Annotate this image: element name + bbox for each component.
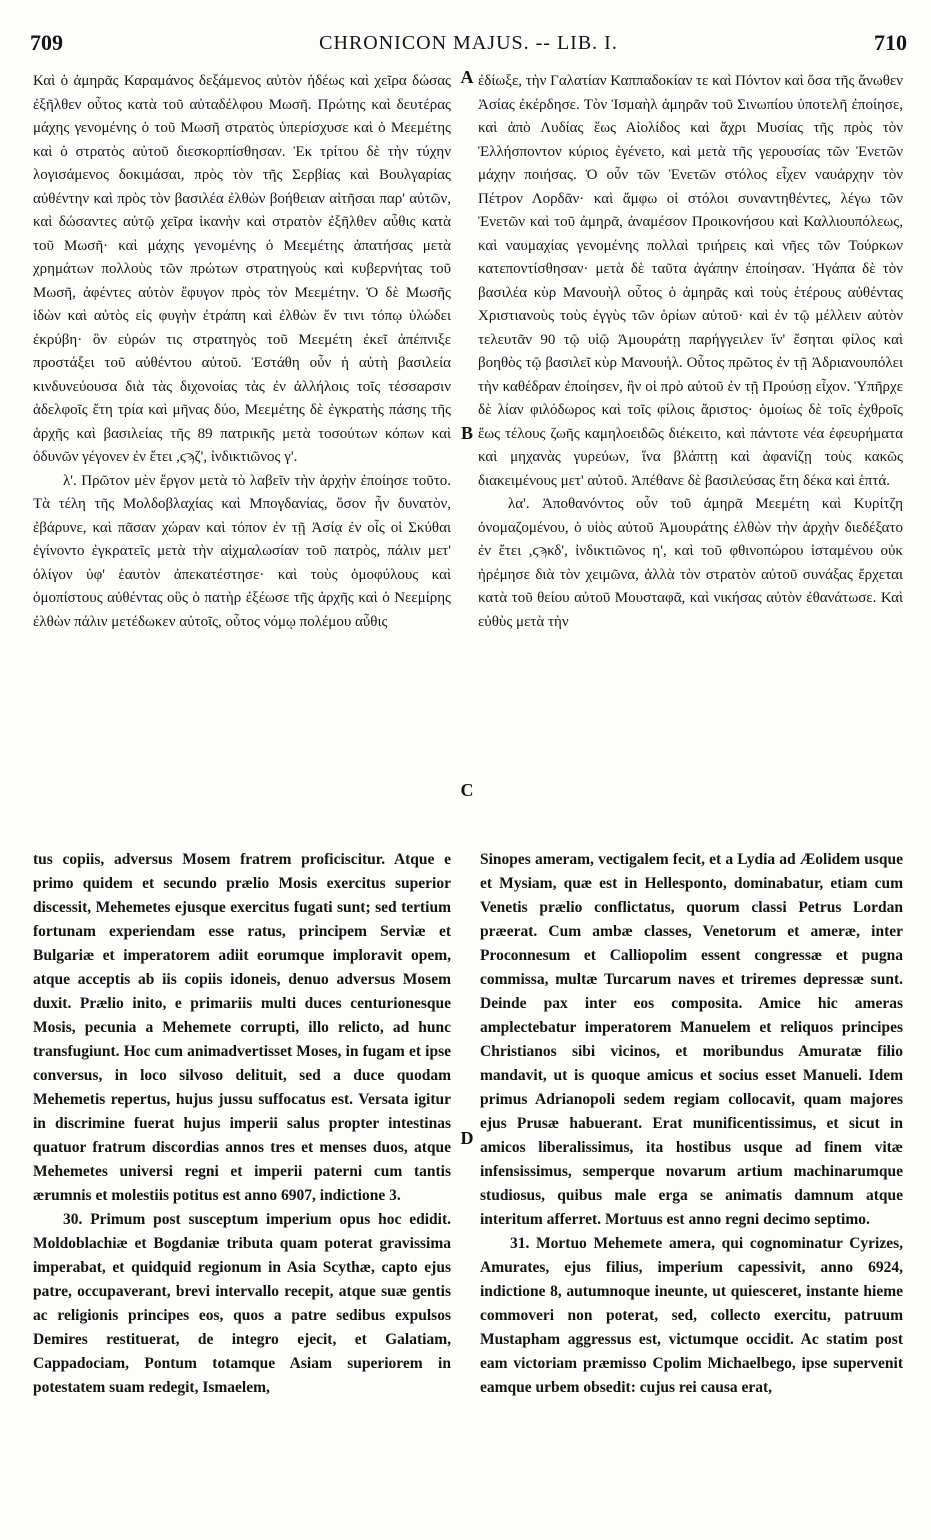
margin-section-letter: C (460, 780, 474, 800)
greek-paragraph: λ'. Πρῶτον μὲν ἔργον μετὰ τὸ λαβεῖν τὴν ἀρχὴν ἐποίησε τοῦτο. Τὰ τέλη τῆς Μολδοβλαχίας καὶ Μπογδανίας, ὅσον ἦν δυνατὸν, ἐβάρυνε, καὶ πᾶσαν χώραν καὶ τόπον ἐν τῇ Ἀσίᾳ ἐν οἷς οἱ Σκύθαι ἐγίνοντο ἐγκρατεῖς μετὰ τὴν αἰχμαλωσίαν τοῦ πατρὸς, πάλιν μετ' ὀλίγον ὑφ' ἑαυτὸν ἀπεκατέστησε· καὶ τοὺς ὁμοφύλους καὶ ὁμοπίστους αὐθέντας οὓς ὁ πατὴρ ἐξέωσε τῆς ἀρχῆς καὶ ὁ Νεεμίρης ἐλθὼν πάλιν μετέδωκεν αὐτοῖς, οὗτος νόμῳ πολέμου αὖθις (33, 472, 451, 630)
margin-section-letter: A (460, 67, 474, 87)
margin-section-letter: D (460, 1128, 474, 1148)
latin-paragraph: tus copiis, adversus Mosem fratrem proficiscitur. Atque e primo quidem et secundo prælio Mosis exercitus superior discessit, Mehemetes ejusque exercitus fugati sunt; sed tertium fortunam experiendam esse ratus, principem Serviæ et Bulgariæ et imperatorem adiit eorumque imploravit opem, atque acceptis ab iis copiis idoneis, denuo adversus Mosem duxit. Prælio inito, e primariis multi duces centurionesque Mosis, pecunia a Mehemete corrupti, illo relicto, ad hunc transfugiunt. Hoc cum animadvertisset Moses, in fugam et ipse conversus, in loco silvoso delituit, sed a duce quodam Mehemetis repertus, hujus jussu suffocatus est. Versata igitur in discrimine fuerat hujus imperii salus propter intestinas quatuor fratrum discordias annos tres et menses duos, atque Mehemetes universi regni et imperii paterni cum tantis ærumnis et molestiis potitus est anno 6907, indictione 3. (33, 851, 451, 1204)
running-title: CHRONICON MAJUS. -- LIB. I. (319, 32, 618, 54)
page-header (30, 30, 907, 64)
greek-text-left-column (33, 70, 451, 838)
page-number-right: 710 (874, 30, 907, 55)
greek-paragraph: ἐδίωξε, τὴν Γαλατίαν Καππαδοκίαν τε καὶ Πόντον καὶ ὅσα τῆς ἄνωθεν Ἀσίας ἐκέρδησε. Τὸν Ἰσμαὴλ ἀμηρᾶν τοῦ Σινωπίου ὑποτελῆ ἐποίησε, καὶ ἀπὸ Λυδίας ἕως Αἰολίδος καὶ ἄχρι Μυσίας τῆς πρὸς τὸν Ἑλλήσποντον κύριος ἐγένετο, καὶ μετὰ τῆς γερουσίας τῶν Ἐνετῶν μάχην ποιήσας. Ὁ οὖν τῶν Ἐνετῶν στόλος εἶχεν ναυάρχην τὸν Πέτρον Λορδᾶν· καὶ ἄμφω οἱ στόλοι συναντηθέντες, λέγω τῶν Ἐνετῶν καὶ τοῦ ἀμηρᾶ, ἀναμέσον Προικονήσου καὶ Καλλιουπόλεως, καὶ ναυμαχίας γενομένης πολλαὶ τριήρεις καὶ νῆες τῶν Τούρκων κατεποντίσθησαν· μετὰ δὲ ταῦτα ἀγάπην ἐποίησαν. Ἠγάπα δὲ τὸν βασιλέα κὺρ Μανουὴλ οὗτος ὁ ἀμηρᾶς καὶ τοὺς ἑτέρους αὐθέντας Χριστιανοὺς τοὺς ἐγγὺς τῶν ὁρίων αὐτοῦ· καὶ ἐν τῷ μέλλειν αὐτὸν τελευτᾶν 90 τῷ υἱῷ Ἀμουράτῃ παρήγγειλεν ἵν' ἔσηται φίλος καὶ βοηθὸς τῷ βασιλεῖ κὺρ Μανουήλ. Οὗτος πρῶτος ἐν τῇ Ἀδριανουπόλει τὴν καθέδραν ἐποίησεν, ἣν οἱ πρὸ αὐτοῦ ἐν τῇ Προύσῃ εἶχον. Ὑπῆρχε δὲ λίαν φιλόδωρος καὶ τοῖς φίλοις ἄριστος· ὁμοίως δὲ τοῖς ἐχθροῖς ἕως τέλους ζωῆς καμηλοειδῶς διέκειτο, καὶ πάντοτε νέα ἐφευρήματα καὶ μηχανὰς γυρεύων, ἵνα βλάπτῃ καὶ ἀφανίζῃ τοὺς κακῶς διακειμένους μετ' αὐτοῦ. Ἀπέθανε δὲ βασιλεύσας ἔτη δέκα καὶ ἑπτά. (478, 73, 903, 489)
margin-section-letter: B (460, 423, 473, 443)
latin-paragraph: Sinopes ameram, vectigalem fecit, et a Lydia ad Æolidem usque et Mysiam, quæ est in Hellesponto, dominabatur, etiam cum Venetis prælio conflictatus, quorum classi Petrus Lordan præerat. Cum ambæ classes, Venetorum et ameræ, inter Proconnesum et Calliopolim essent congressæ et pugna commissa, multæ Turcarum naves et triremes depressæ sunt. Deinde pax inter eos composita. Amice hic ameras amplectebatur imperatorem Manuelem et reliquos principes Christianos sibi vicinos, et moribundus Amuratæ filio mandavit, ut is quoque amicus et socius esset Manueli. Idem primus Adrianopoli sedem regiam collocavit, quam majores ejus Prusæ habuerant. Erat munificentissimus, et sicut in amicos liberalissimus, ita hostibus usque ad finem vitæ infensissimus, semperque novarum artium machinarumque studiosus, quibus male erga se animatis damnum atque interitum afferret. Mortuus est anno regni decimo septimo. (480, 851, 903, 1228)
latin-paragraph: 30. Primum post susceptum imperium opus hoc edidit. Moldoblachiæ et Bogdaniæ tributa quam poterat gravissima imperabat, et quidquid regionum in Asia Scythæ, capto ejus patre, occupaverant, brevi intervallo recepit, atque suæ gentis ac religionis principes eos, quos a patre sedibus expulsos Demires restituerat, de integro ejecit, et Galatiam, Cappadociam, Pontum totamque Asiam superiorem in potestatem suam redegit, Ismaelem, (33, 1211, 451, 1396)
latin-text-left-column (33, 848, 451, 1528)
greek-paragraph: λα'. Ἀποθανόντος οὖν τοῦ ἀμηρᾶ Μεεμέτη καὶ Κυρίτζη ὀνομαζομένου, ὁ υἱὸς αὐτοῦ Ἀμουράτης ἐλθὼν τὴν ἀρχὴν διεδέξατο ἐν ἔτει ,ϛϡκδ', ἰνδικτιῶνος η', καὶ τοῦ φθινοπώρου ἱσταμένου οὐκ ἠρέμησε διὰ τὸν χειμῶνα, ἀλλὰ τὸν στρατὸν αὐτοῦ συνάξας ἔρχεται κατὰ τοῦ θείου αὐτοῦ Μουσταφᾶ, καὶ νικήσας αὐτὸν ἐθανάτωσε. Καὶ εὐθὺς μετὰ τὴν (478, 496, 903, 630)
latin-text-right-column (480, 848, 903, 1528)
page-number-left: 709 (30, 30, 63, 55)
latin-paragraph: 31. Mortuo Mehemete amera, qui cognominatur Cyrizes, Amurates, ejus filius, imperium capessivit, anno 6924, indictione 8, autumnoque ineunte, ut quiesceret, instante hieme commoveri non poterat, sed, collecto exercitu, patruum Mustapham aggressus est, victumque occidit. Ac statim post eam victoriam præmisso Cpolim Michaelbego, ipse supervenit eamque urbem obsedit: cujus rei causa erat, (480, 1235, 903, 1396)
greek-text-right-column (478, 70, 903, 838)
greek-paragraph: Καὶ ὁ ἀμηρᾶς Καραμάνος δεξάμενος αὐτὸν ἡδέως καὶ χεῖρα δώσας ἐξῆλθεν οὗτος κατὰ τοῦ αὐταδέλφου Μωσῆ. Πρώτης καὶ δευτέρας μάχης γενομένης ὁ τοῦ Μωσῆ στρατὸς ὑπερίσχυσε καὶ ὁ Μεεμέτης καὶ ὁ στρατὸς αὐτοῦ διεσκορπίσθησαν. Ἐκ τρίτου δὲ τὴν τύχην λογισάμενος δοκιμάσαι, πρὸς τὸν τῆς Σερβίας καὶ Βουλγαρίας αὐθέντην καὶ πρὸς τὸν βασιλέα ἐλθὼν βοήθειαν αἰτῆσαι παρ' αὐτῶν, καὶ δώσαντες αὐτῷ χεῖρα ἱκανὴν καὶ στρατὸν ἐξῆλθεν αὖθις κατὰ τοῦ Μωσῆ· καὶ μάχης γενομένης ὁ Μεεμέτης ἀπατήσας μετὰ χρημάτων πολλοὺς τῶν πρώτων στρατηγοὺς καὶ κυβερνήτας τοῦ Μωσῆ, ἀφέντες αὐτὸν ἔφυγον πρὸς τὸν Μεεμέτην. Ὁ δὲ Μωσῆς ἰδὼν καὶ αὐτὸς εἰς φυγὴν ἐτράπη καὶ ἐλθὼν ἔν τινι τόπῳ ὑλώδει ἐκρύβη· ὃν εὑρών τις στρατηγὸς τοῦ Μεεμέτη ἐκεῖ ἀπέπνιξε προστάξει τοῦ αὐθέντου αὐτοῦ. Ἐστάθη οὖν ἡ αὐτὴ βασιλεία κινδυνεύουσα διὰ τὰς διχονοίας τὰς ἐν ἀλλήλοις τοῖς τέσσαρσιν ἀδελφοῖς ἔτη τρία καὶ μῆνας δύο, Μεεμέτης δὲ ἐγκρατὴς πάσης τῆς ἀρχῆς καὶ βασιλείας τῆς 89 πατρικῆς μετὰ τοσούτων κόπων καὶ ὀδυνῶν γέγονεν ἐν ἔτει ,ϛϡζ', ἰνδικτιῶνος γ'. (33, 73, 451, 465)
